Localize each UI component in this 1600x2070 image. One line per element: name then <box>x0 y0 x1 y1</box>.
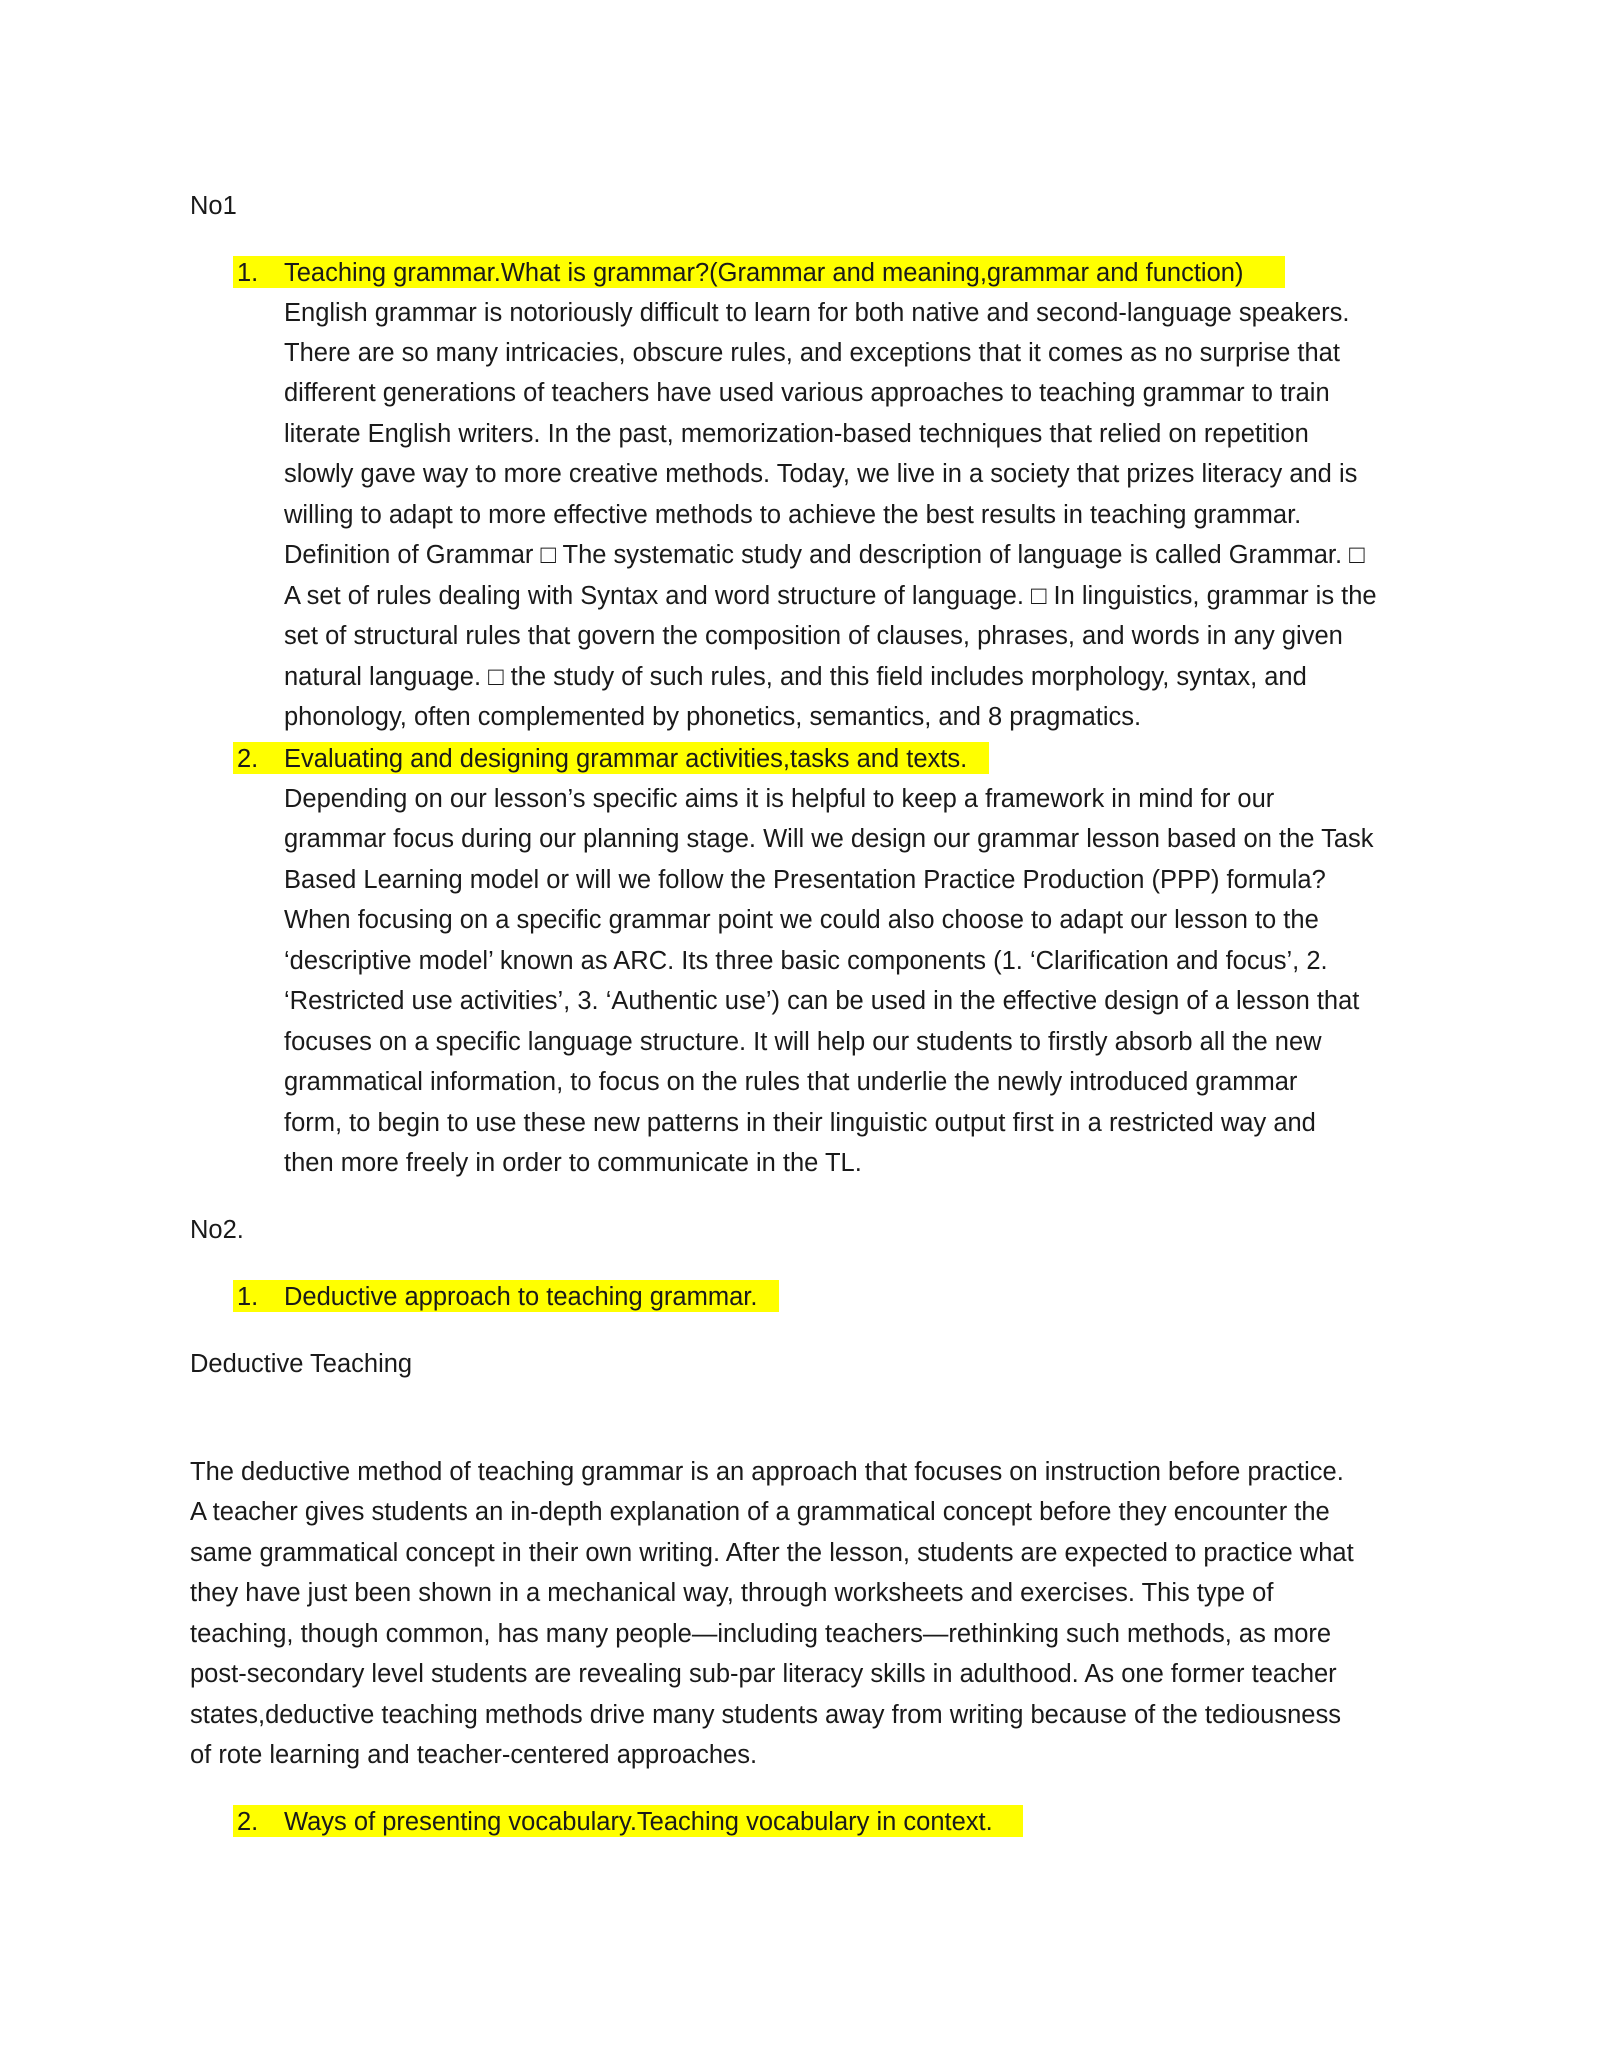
item-title-deductive-approach: Deductive approach to teaching grammar. <box>284 1283 758 1311</box>
body-line: When focusing on a specific grammar point we could also choose to adapt our lesson to the <box>284 906 1319 934</box>
list-number: 2. <box>237 1808 259 1836</box>
paragraph-line: states,deductive teaching methods drive many students away from writing because of the tediousness <box>190 1701 1341 1729</box>
list-number: 2. <box>237 745 259 773</box>
body-line: different generations of teachers have used various approaches to teaching grammar to train <box>284 379 1330 407</box>
paragraph-line: they have just been shown in a mechanical way, through worksheets and exercises. This type of <box>190 1579 1274 1607</box>
body-line: English grammar is notoriously difficult to learn for both native and second-language speakers. <box>284 299 1350 327</box>
body-line: set of structural rules that govern the composition of clauses, phrases, and words in any given <box>284 622 1343 650</box>
item-title-evaluating-activities: Evaluating and designing grammar activities,tasks and texts. <box>284 745 968 773</box>
subheading-deductive-teaching: Deductive Teaching <box>190 1350 413 1378</box>
paragraph-line: of rote learning and teacher-centered approaches. <box>190 1741 758 1769</box>
paragraph-line: post-secondary level students are revealing sub-par literacy skills in adulthood. As one former teacher <box>190 1660 1337 1688</box>
body-line: A set of rules dealing with Syntax and word structure of language. □ In linguistics, grammar is the <box>284 582 1377 610</box>
item-title-presenting-vocabulary: Ways of presenting vocabulary.Teaching vocabulary in context. <box>284 1808 993 1836</box>
body-line: Based Learning model or will we follow the Presentation Practice Production (PPP) formula? <box>284 866 1326 894</box>
list-number: 1. <box>237 1283 259 1311</box>
paragraph-line: same grammatical concept in their own writing. After the lesson, students are expected to practice what <box>190 1539 1354 1567</box>
paragraph-line: teaching, though common, has many people—including teachers—rethinking such methods, as more <box>190 1620 1332 1648</box>
section-label-no1: No1 <box>190 192 237 220</box>
body-line: Definition of Grammar □ The systematic study and description of language is called Grammar. □ <box>284 541 1365 569</box>
body-line: phonology, often complemented by phonetics, semantics, and 8 pragmatics. <box>284 703 1142 731</box>
body-line: There are so many intricacies, obscure rules, and exceptions that it comes as no surprise that <box>284 339 1340 367</box>
item-title-teaching-grammar: Teaching grammar.What is grammar?(Grammar and meaning,grammar and function) <box>284 259 1244 287</box>
list-number: 1. <box>237 259 259 287</box>
body-line: grammatical information, to focus on the rules that underlie the newly introduced grammar <box>284 1068 1298 1096</box>
body-line: ‘Restricted use activities’, 3. ‘Authentic use’) can be used in the effective design of a lesson that <box>284 987 1360 1015</box>
section-label-no2: No2. <box>190 1216 244 1244</box>
paragraph-line: A teacher gives students an in-depth explanation of a grammatical concept before they encounter the <box>190 1498 1330 1526</box>
body-line: form, to begin to use these new patterns in their linguistic output first in a restricted way and <box>284 1109 1316 1137</box>
body-line: ‘descriptive model’ known as ARC. Its three basic components (1. ‘Clarification and focus’, 2. <box>284 947 1328 975</box>
body-line: literate English writers. In the past, memorization-based techniques that relied on repetition <box>284 420 1309 448</box>
body-line: willing to adapt to more effective methods to achieve the best results in teaching grammar. <box>284 501 1302 529</box>
body-line: natural language. □ the study of such rules, and this field includes morphology, syntax, and <box>284 663 1307 691</box>
body-line: Depending on our lesson’s specific aims it is helpful to keep a framework in mind for our <box>284 785 1275 813</box>
paragraph-line: The deductive method of teaching grammar is an approach that focuses on instruction before practice. <box>190 1458 1344 1486</box>
body-line: grammar focus during our planning stage. Will we design our grammar lesson based on the Task <box>284 825 1374 853</box>
body-line: slowly gave way to more creative methods. Today, we live in a society that prizes literacy and is <box>284 460 1358 488</box>
body-line: then more freely in order to communicate in the TL. <box>284 1149 862 1177</box>
body-line: focuses on a specific language structure. It will help our students to firstly absorb all the new <box>284 1028 1322 1056</box>
